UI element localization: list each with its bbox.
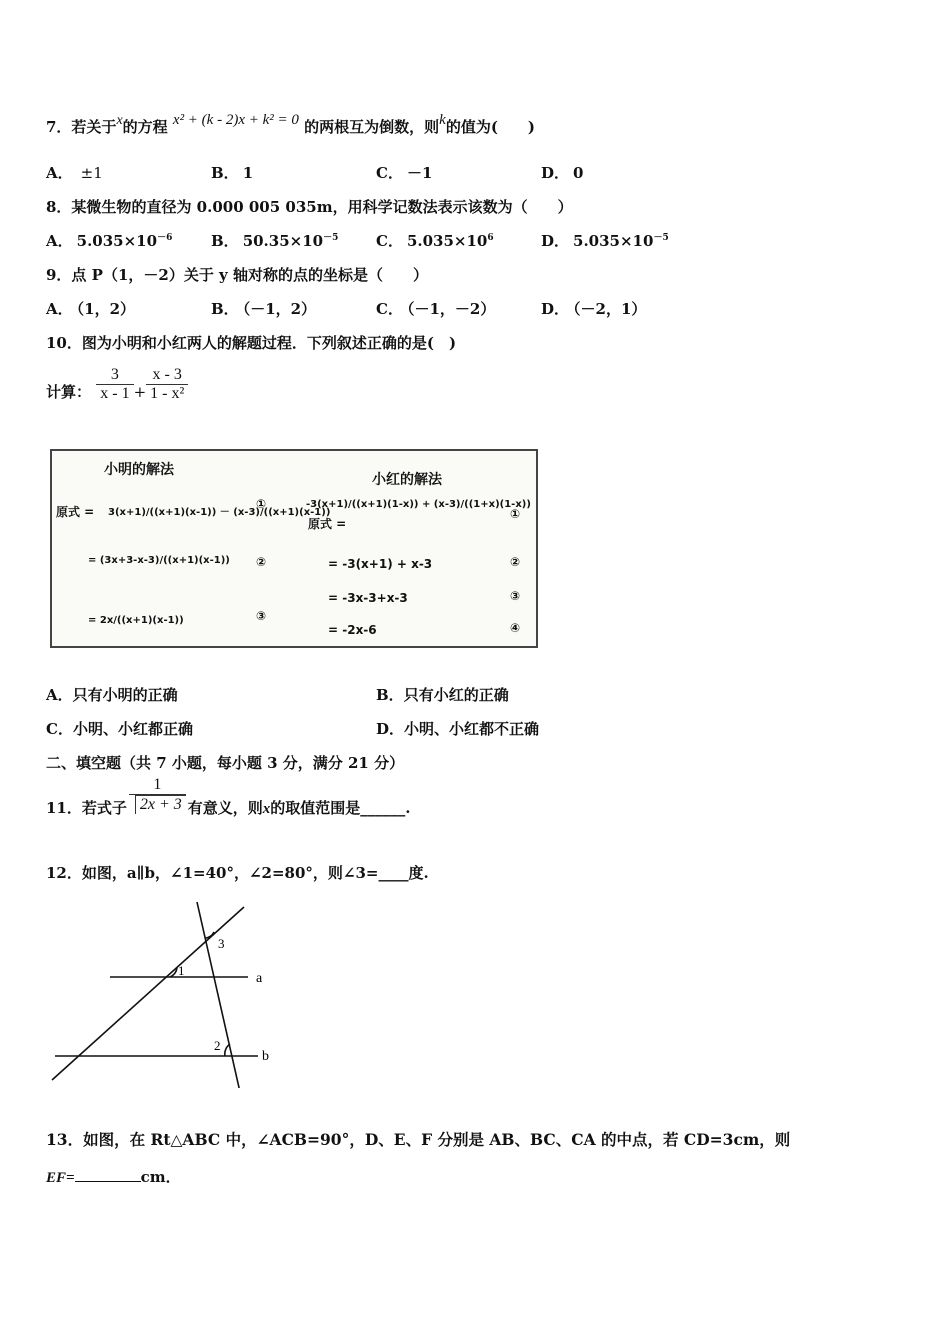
xm-line2: = (3x+3-x-3)/((x+1)(x-1)) — [88, 555, 230, 566]
q13-answer-blank[interactable] — [75, 1181, 141, 1182]
xh-label: 原式 = — [308, 517, 347, 531]
xm-line1: 3(x+1)/((x+1)(x-1)) － (x-3)/((x+1)(x-1)) — [108, 507, 331, 518]
xh-line4: = -2x-6 — [328, 623, 377, 637]
q11-pre: 11．若式子 — [46, 799, 127, 817]
xh-line3: = -3x-3+x-3 — [328, 591, 408, 605]
q11-var: x — [262, 801, 271, 817]
q9-option-a[interactable]: A． （1，2） — [46, 300, 136, 318]
q10-expression — [46, 366, 188, 403]
step-1-xh: ① — [510, 507, 521, 521]
q10-option-c[interactable]: C．小明、小红都正确 — [46, 720, 193, 738]
q8-option-d[interactable]: D． $5.035\times 10^{-5}$ — [541, 232, 669, 250]
xh-line1: -3(x+1)/((x+1)(1-x)) + (x-3)/((1+x)(1-x)) — [306, 499, 531, 510]
q8-stem: 8．某微生物的直径为 0.000 005 035m，用科学记数法表示该数为（ ） — [46, 198, 573, 216]
q10-calc-label: 计算： — [46, 382, 92, 401]
q12-figure — [50, 898, 290, 1088]
q7-equation: x² + (k - 2)x + k² = 0 — [172, 112, 299, 128]
q7-var-k: k — [439, 112, 446, 128]
q9-option-d[interactable]: D． （－2，1） — [541, 300, 647, 318]
q13-stem-line2 — [46, 1166, 181, 1187]
q7-option-a[interactable]: A． ±1 — [46, 164, 103, 182]
step-2-xm: ② — [256, 555, 267, 569]
q10-frac2: $\frac{x - 3}{\text{1 - x²}}$ — [146, 366, 188, 403]
q7-pre: 7．若关于 — [46, 118, 117, 136]
xm-title: 小明的解法 — [104, 462, 174, 478]
step-1: ① — [256, 497, 267, 511]
q9-option-c[interactable]: C． （－1，－2） — [376, 300, 496, 318]
q11-post: 有意义，则 — [187, 799, 263, 817]
xm-line3: = 2x/((x+1)(x-1)) — [88, 615, 184, 626]
q13-unit: cm． — [140, 1168, 181, 1186]
q7-option-d[interactable]: D． 0 — [541, 164, 584, 182]
q10-option-b[interactable]: B．只有小红的正确 — [376, 686, 509, 704]
q10-option-d[interactable]: D．小明、小红都不正确 — [376, 720, 540, 738]
step-3-xh: ③ — [510, 589, 521, 603]
q7-mid: 的方程 — [122, 118, 168, 136]
label-2: 2 — [214, 1038, 221, 1053]
q10-stem: 10．图为小明和小红两人的解题过程．下列叙述正确的是( ) — [46, 334, 457, 352]
section-2-heading: 二、填空题（共 7 小题，每小题 3 分，满分 21 分） — [46, 754, 405, 772]
q7-option-c[interactable]: C． －1 — [376, 164, 433, 182]
transversal-left — [52, 907, 244, 1080]
q7-option-b[interactable]: B． 1 — [211, 164, 254, 182]
q7-end: 的值为( ) — [445, 118, 536, 136]
xh-title: 小红的解法 — [372, 472, 442, 488]
label-1: 1 — [178, 963, 185, 978]
q11-frac: $\frac{1}{2x + 3}$ — [129, 776, 186, 814]
q11-end: 的取值范围是______. — [270, 799, 411, 817]
step-4-xh: ④ — [510, 621, 521, 635]
q10-solution-image — [50, 449, 538, 648]
xh-line2: = -3(x+1) + x-3 — [328, 557, 433, 571]
q7-post: 的两根互为倒数，则 — [304, 118, 440, 136]
label-3: 3 — [218, 936, 225, 951]
q8-option-c[interactable]: C． $5.035\times 10^6$ — [376, 232, 494, 250]
label-a: a — [256, 971, 263, 986]
q8-option-a[interactable]: A． $5.035\times 10^{-6}$ — [46, 232, 173, 250]
q10-option-a[interactable]: A．只有小明的正确 — [46, 686, 178, 704]
label-b: b — [262, 1049, 269, 1064]
xm-label: 原式 = — [56, 505, 95, 519]
step-3-xm: ③ — [256, 609, 267, 623]
q12-stem: 12．如图，a∥b，∠1=40°，∠2=80°，则∠3=____度. — [46, 864, 429, 882]
q9-option-b[interactable]: B． （－1，2） — [211, 300, 317, 318]
q10-frac1: $\frac{3}{x - 1}$ — [96, 366, 133, 403]
q13-stem-line1: 13．如图，在 Rt△ABC 中，∠ACB=90°，D、E、F 分别是 AB、BC、CA 的中点，若 CD=3cm，则 — [46, 1130, 791, 1149]
q8-option-b[interactable]: B． $50.35\times 10^{-5}$ — [211, 232, 339, 250]
q7-stem — [46, 112, 536, 137]
q7-var-x: x — [116, 113, 123, 128]
q9-stem: 9．点 P（1，－2）关于 y 轴对称的点的坐标是（ ） — [46, 266, 428, 284]
q10-plus: + — [133, 382, 147, 401]
q13-ef: EF= — [46, 1170, 75, 1186]
angle-arc-3 — [205, 932, 214, 938]
step-2-xh: ② — [510, 555, 521, 569]
q11-stem — [46, 776, 411, 817]
